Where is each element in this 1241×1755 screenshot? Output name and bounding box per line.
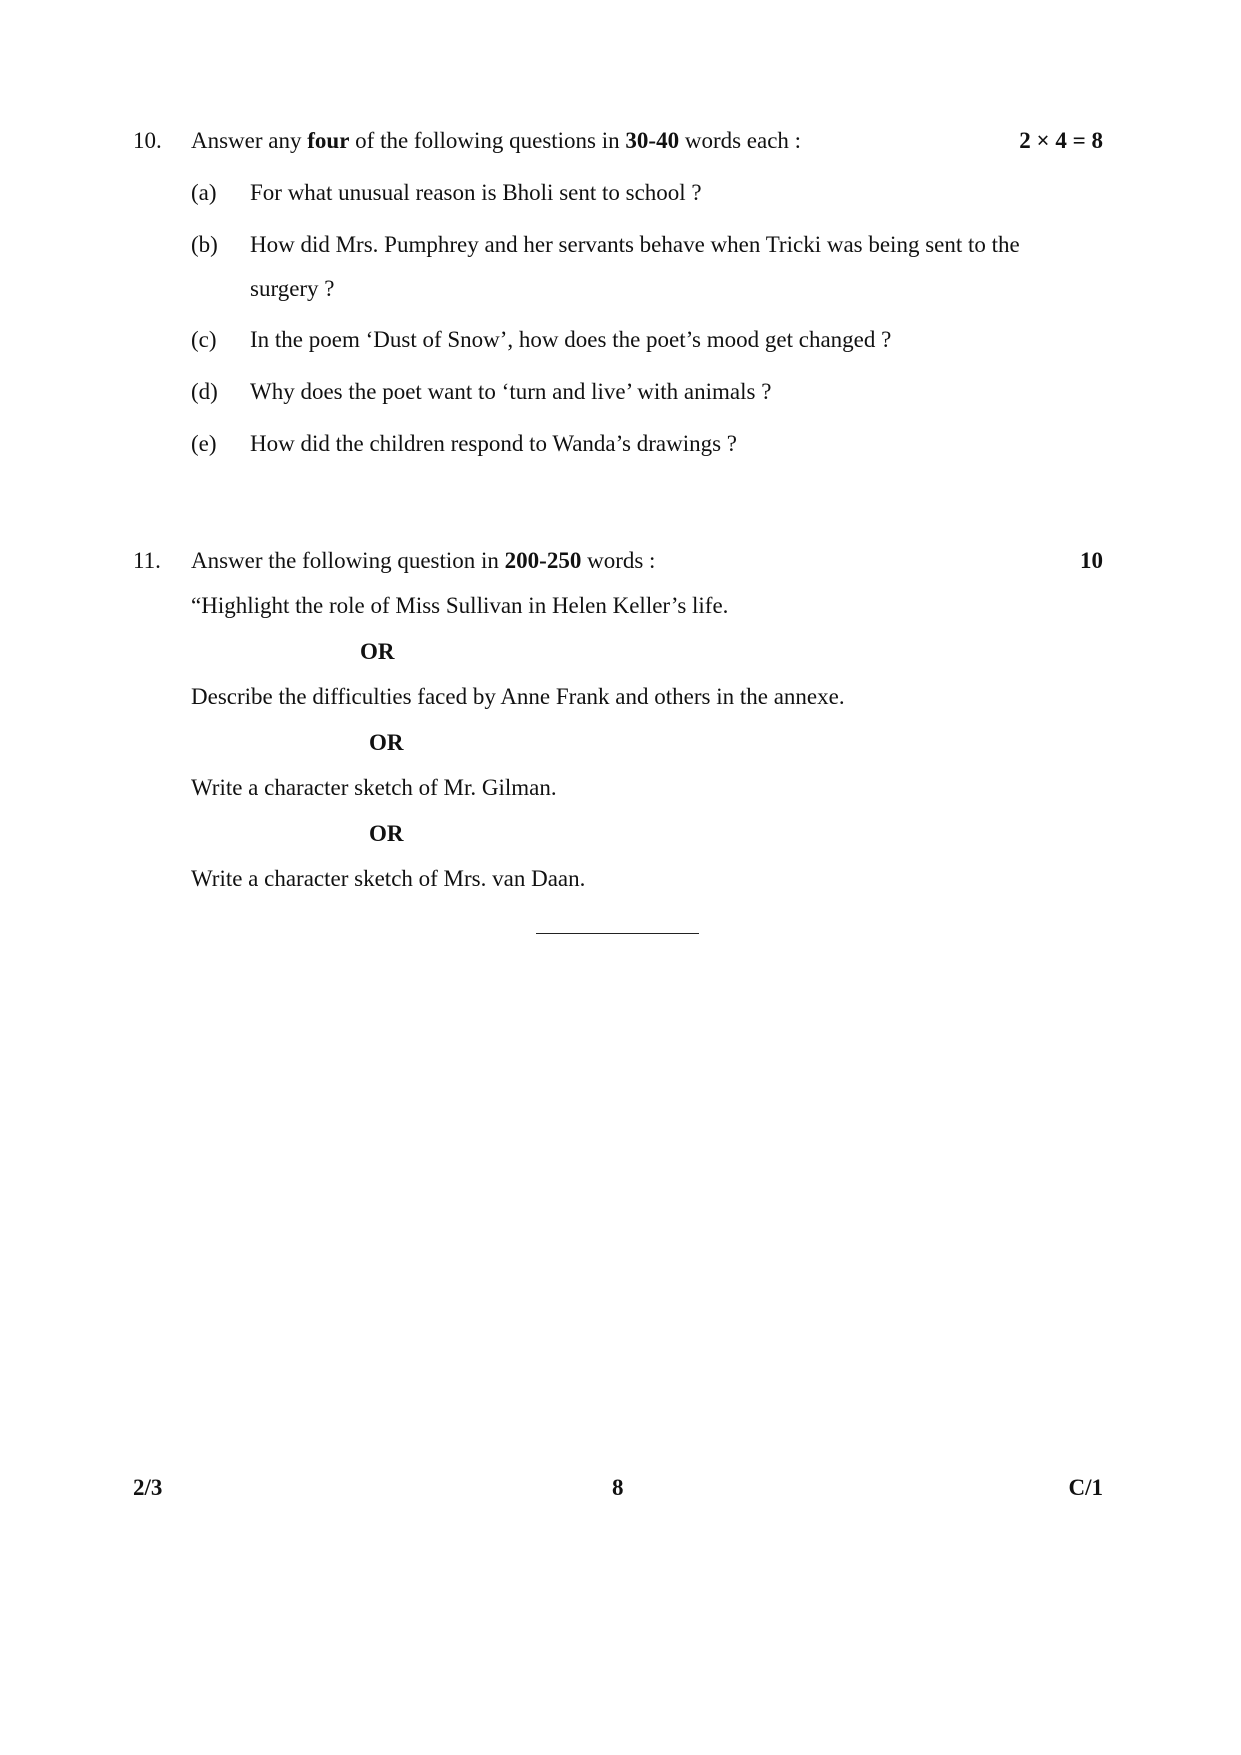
question-10c-label: (c)	[191, 327, 217, 352]
question-11-instruction-part-2: words :	[581, 548, 656, 573]
question-11-instruction	[191, 549, 655, 572]
question-10d-label: (d)	[191, 379, 218, 404]
question-11-option-1: “Highlight the role of Miss Sullivan in Helen Keller’s life.	[191, 593, 729, 618]
or-separator-1: OR	[360, 639, 395, 664]
question-10-instruction-part-2: of the following questions in	[349, 128, 626, 153]
question-11-number: 11.	[133, 548, 161, 573]
or-separator-3: OR	[369, 821, 404, 846]
question-11-option-2: Describe the difficulties faced by Anne Frank and others in the annexe.	[191, 684, 845, 709]
end-rule	[536, 933, 699, 934]
question-11-marks: 10	[1080, 548, 1103, 573]
question-10-number: 10.	[133, 128, 162, 153]
question-10b-text-line-2: surgery ?	[250, 276, 335, 301]
question-10-word-limit: 30-40	[625, 128, 680, 153]
question-10a-label: (a)	[191, 180, 217, 205]
question-11-instruction-part-1: Answer the following question in	[191, 548, 505, 573]
page-number: 8	[612, 1475, 624, 1500]
question-11-word-limit: 200-250	[504, 548, 582, 573]
question-10b-label: (b)	[191, 232, 218, 257]
question-11-option-4: Write a character sketch of Mrs. van Daan.	[191, 866, 586, 891]
question-10-instruction-part-3: words each :	[679, 128, 802, 153]
question-10c-text: In the poem ‘Dust of Snow’, how does the poet’s mood get changed ?	[250, 327, 892, 352]
question-10e-label: (e)	[191, 431, 217, 456]
question-11-option-3: Write a character sketch of Mr. Gilman.	[191, 775, 557, 800]
question-10e-text: How did the children respond to Wanda’s drawings ?	[250, 431, 738, 456]
question-10d-text: Why does the poet want to ‘turn and live’ with animals ?	[250, 379, 772, 404]
question-10-count: four	[307, 128, 350, 153]
question-10a-text: For what unusual reason is Bholi sent to school ?	[250, 180, 702, 205]
footer-right-code: C/1	[1068, 1475, 1103, 1500]
footer-left-code: 2/3	[133, 1475, 163, 1500]
or-separator-2: OR	[369, 730, 404, 755]
question-10b-text-line-1: How did Mrs. Pumphrey and her servants behave when Tricki was being sent to the	[250, 232, 1020, 257]
question-10-instruction-part-1: Answer any	[191, 128, 308, 153]
question-10-instruction	[191, 129, 801, 152]
question-10-marks: 2 × 4 = 8	[1019, 128, 1103, 153]
